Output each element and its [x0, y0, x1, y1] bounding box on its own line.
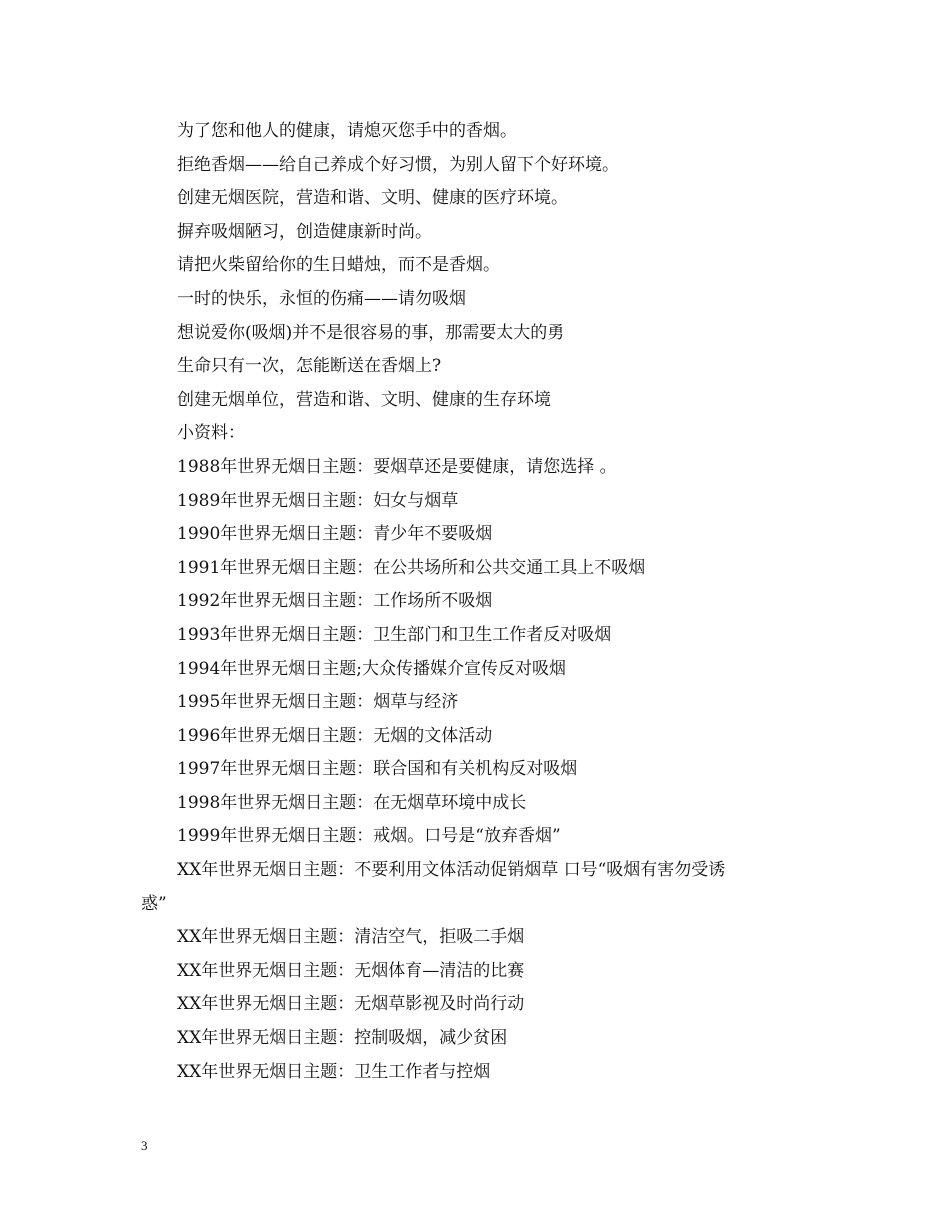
- document-body: [141, 115, 821, 1089]
- theme-line-1995: 1995年世界无烟日主题：烟草与经济: [177, 692, 459, 713]
- theme-line-1992: 1992年世界无烟日主题：工作场所不吸烟: [177, 591, 493, 612]
- theme-line-1990: 1990年世界无烟日主题：青少年不要吸烟: [177, 524, 493, 545]
- theme-line-xx: XX年世界无烟日主题：卫生工作者与控烟: [177, 1061, 491, 1082]
- text-line: 创建无烟医院，营造和谐、文明、健康的医疗环境。: [177, 188, 568, 209]
- section-label: 小资料：: [177, 423, 245, 444]
- theme-line-1998: 1998年世界无烟日主题：在无烟草环境中成长: [177, 792, 527, 813]
- text-line: 拒绝香烟——给自己养成个好习惯，为别人留下个好环境。: [177, 154, 619, 175]
- theme-line-xx: XX年世界无烟日主题：控制吸烟，减少贫困: [177, 1028, 508, 1049]
- text-line: 为了您和他人的健康，请熄灭您手中的香烟。: [177, 121, 517, 141]
- theme-line-continuation: 惑”: [141, 893, 167, 914]
- theme-line-xx: XX年世界无烟日主题：清洁空气，拒吸二手烟: [177, 927, 525, 948]
- text-line: 一时的快乐，永恒的伤痛——请勿吸烟: [177, 288, 466, 309]
- text-line: 摒弃吸烟陋习，创造健康新时尚。: [177, 221, 432, 242]
- theme-line-1994: 1994年世界无烟日主题;大众传播媒介宣传反对吸烟: [177, 658, 566, 679]
- text-line: 生命只有一次，怎能断送在香烟上?: [177, 356, 442, 377]
- theme-line-xx: XX年世界无烟日主题：不要利用文体活动促销烟草 口号“吸烟有害勿受诱: [177, 860, 726, 881]
- text-line: 想说爱你(吸烟)并不是很容易的事，那需要太大的勇: [177, 322, 565, 343]
- theme-line-xx: XX年世界无烟日主题：无烟体育—清洁的比赛: [177, 960, 525, 981]
- theme-line-1993: 1993年世界无烟日主题：卫生部门和卫生工作者反对吸烟: [177, 624, 612, 645]
- theme-line-xx: XX年世界无烟日主题：无烟草影视及时尚行动: [177, 994, 525, 1015]
- theme-line-1991: 1991年世界无烟日主题：在公共场所和公共交通工具上不吸烟: [177, 557, 646, 578]
- text-line: 创建无烟单位，营造和谐、文明、健康的生存环境: [177, 389, 551, 410]
- theme-line-1996: 1996年世界无烟日主题：无烟的文体活动: [177, 725, 493, 746]
- page-number: 3: [141, 1138, 148, 1153]
- theme-line-1989: 1989年世界无烟日主题：妇女与烟草: [177, 490, 459, 511]
- text-line: 请把火柴留给你的生日蜡烛，而不是香烟。: [177, 255, 500, 276]
- theme-line-1988: 1988年世界无烟日主题：要烟草还是要健康，请您选择 。: [177, 456, 617, 477]
- theme-line-1999: 1999年世界无烟日主题：戒烟。口号是“放弃香烟”: [177, 826, 561, 847]
- theme-line-1997: 1997年世界无烟日主题：联合国和有关机构反对吸烟: [177, 759, 578, 780]
